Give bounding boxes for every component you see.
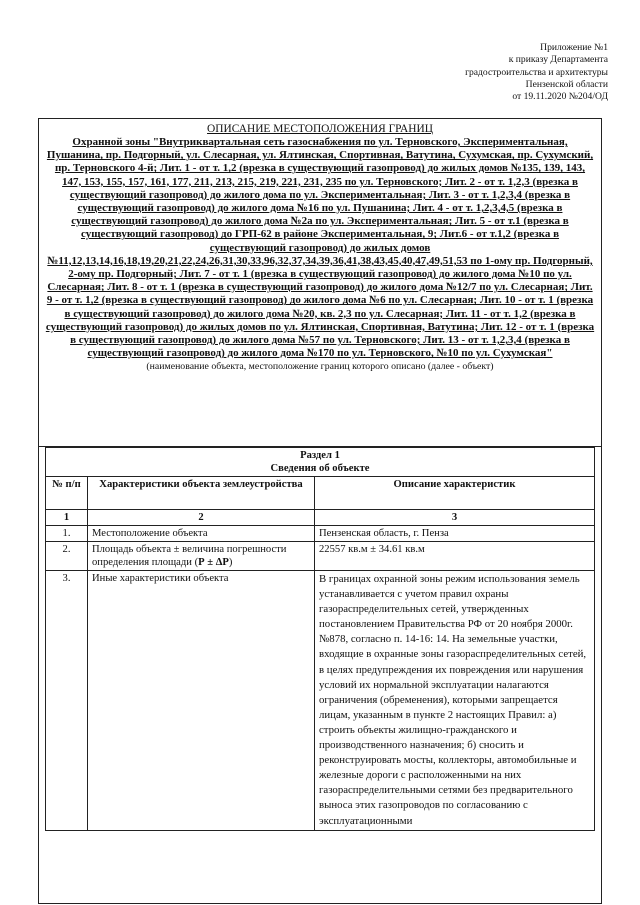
row-description: 22557 кв.м ± 34.61 кв.м <box>315 542 595 571</box>
row-description: В границах охранной зоны режим использования земель устанавливается с учетом правил охраны газораспределительных сетей, утвержденных постановлением Правительства РФ от 20 ноября 2000г. №878, согласно п. 14-16: 14. На земельные участки, входящие в охранные зоны газораспределительных сетей, в целях предупреждения их повреждения или нарушения условий их нормальной эксплуатации налагаются ограничения (обременения), которыми запрещается лицам, указанным в пункте 2 настоящих Правил: а) строить объекты жилищно-гражданского и производственного назначения; б) сносить и реконструировать мосты, коллекторы, автомобильные и железные дороги с расположенными на них газораспределительными сетями без предварительного выноса этих газопроводов по согласованию с эксплуатационными <box>315 571 595 831</box>
section-title: Раздел 1 <box>300 450 340 461</box>
column-header-description: Описание характеристик <box>315 477 595 510</box>
row-number: 1. <box>46 526 88 542</box>
row-number: 3. <box>46 571 88 831</box>
column-index: 2 <box>88 510 315 526</box>
appendix-line: градостроительства и архитектуры <box>465 66 608 78</box>
appendix-line: Пензенской области <box>525 78 608 90</box>
row-characteristic: Местоположение объекта <box>88 526 315 542</box>
document-frame <box>38 118 602 904</box>
area-symbol: Р ± ΔР <box>198 557 229 568</box>
appendix-line: Приложение №1 <box>540 42 608 53</box>
row-characteristic <box>88 542 315 571</box>
column-header-num: № п/п <box>46 477 88 510</box>
row-description: Пензенская область, г. Пенза <box>315 526 595 542</box>
table-row <box>46 542 595 571</box>
table-row <box>46 526 595 542</box>
column-index-row <box>46 510 595 526</box>
appendix-block <box>348 42 608 103</box>
appendix-line: от 19.11.2020 №204/ОД <box>512 91 608 103</box>
column-index: 1 <box>46 510 88 526</box>
characteristic-text: Площадь объекта ± величина погрешности определения площади ( <box>92 544 287 568</box>
document-title: ОПИСАНИЕ МЕСТОПОЛОЖЕНИЯ ГРАНИЦ <box>207 123 433 135</box>
document-header <box>39 119 601 447</box>
row-number: 2. <box>46 542 88 571</box>
column-index: 3 <box>315 510 595 526</box>
section-subtitle: Сведения об объекте <box>270 463 370 474</box>
row-characteristic: Иные характеристики объекта <box>88 571 315 831</box>
section-row <box>46 448 595 477</box>
table-row <box>46 571 595 831</box>
object-info-table <box>45 447 595 831</box>
object-name: Охранной зоны "Внутриквартальная сеть газоснабжения по ул. Терновского, Экспериментальная, Пушанина, пр. Подгорный, ул. Слесарная, ул. Ялтинская, Спортивная, Ватутина, Сухумская, пр. Сухумский, пр. Терновского 4-й; Лит. 1 - от т. 1,2 (врезка в существующий газопровод) до жилых домов №135, 139, 143, 147, 153, 155, 157, 161, 177, 211, 213, 215, 219, 221, 231, 235 по ул. Терновского; Лит. 2 - от т. 1,2,3 (врезка в существующий газопровод) до жилого дома по ул. Экспериментальная; Лит. 3 - от т. 1,2,3,4 (врезка в существующий газопровод) до жилого дома №16 по ул. Пушанина; Лит. 4 - от т. 1,2,3,4,5 (врезка в существующий газопровод) до жилого дома №2а по ул. Экспериментальная; Лит. 5 - от т.1 (врезка в существующий газопровод) до ГРП-62 в районе Экспериментальная, 9; Лит.6 - от т.1,2 (врезка в существующий газопровод) до жилых домов №11,12,13,14,16,18,19,20,21,22,24,26,31,30,33,96,32,37,34,39,36,41,38,43,45,40,47,49,51,53 по 1-ому пр. Подгорный, 2-ому пр. Подгорный; Лит. 7 - от т. 1 (врезка в существующий газопровод) до жилого дома №10 по ул. Слесарная; Лит. 8 - от т. 1 (врезка в существующий газопровод) до жилого дома №12/7 по ул. Слесарная; Лит. 9 - от т. 1,2 (врезка в существующий газопровод) до жилого дома №6 по ул. Слесарная; Лит. 10 - от т. 1 (врезка в существующий газопровод) до жилого дома №20, кв. 2,3 по ул. Слесарная; Лит. 11 - от т. 1,2 (врезка в существующий газопровод) до жилых домов по ул. Ялтинская, Спортивная, Ватутина; Лит. 12 - от т. 1 (врезка в существующий газопровод) до жилого дома №57 по ул. Терновского; Лит. 13 - от т. 1,2,3,4 (врезка в существующий газопровод) до жилого дома №170 по ул. Терновского, №10 по ул. Сухумская" <box>45 136 595 360</box>
column-header-row <box>46 477 595 510</box>
column-header-characteristics: Характеристики объекта землеустройства <box>88 477 315 510</box>
section-heading <box>46 448 595 477</box>
characteristic-close: ) <box>228 557 233 568</box>
object-caption: (наименование объекта, местоположение границ которого описано (далее - объект) <box>146 361 494 373</box>
appendix-line: к приказу Департамента <box>508 54 608 66</box>
